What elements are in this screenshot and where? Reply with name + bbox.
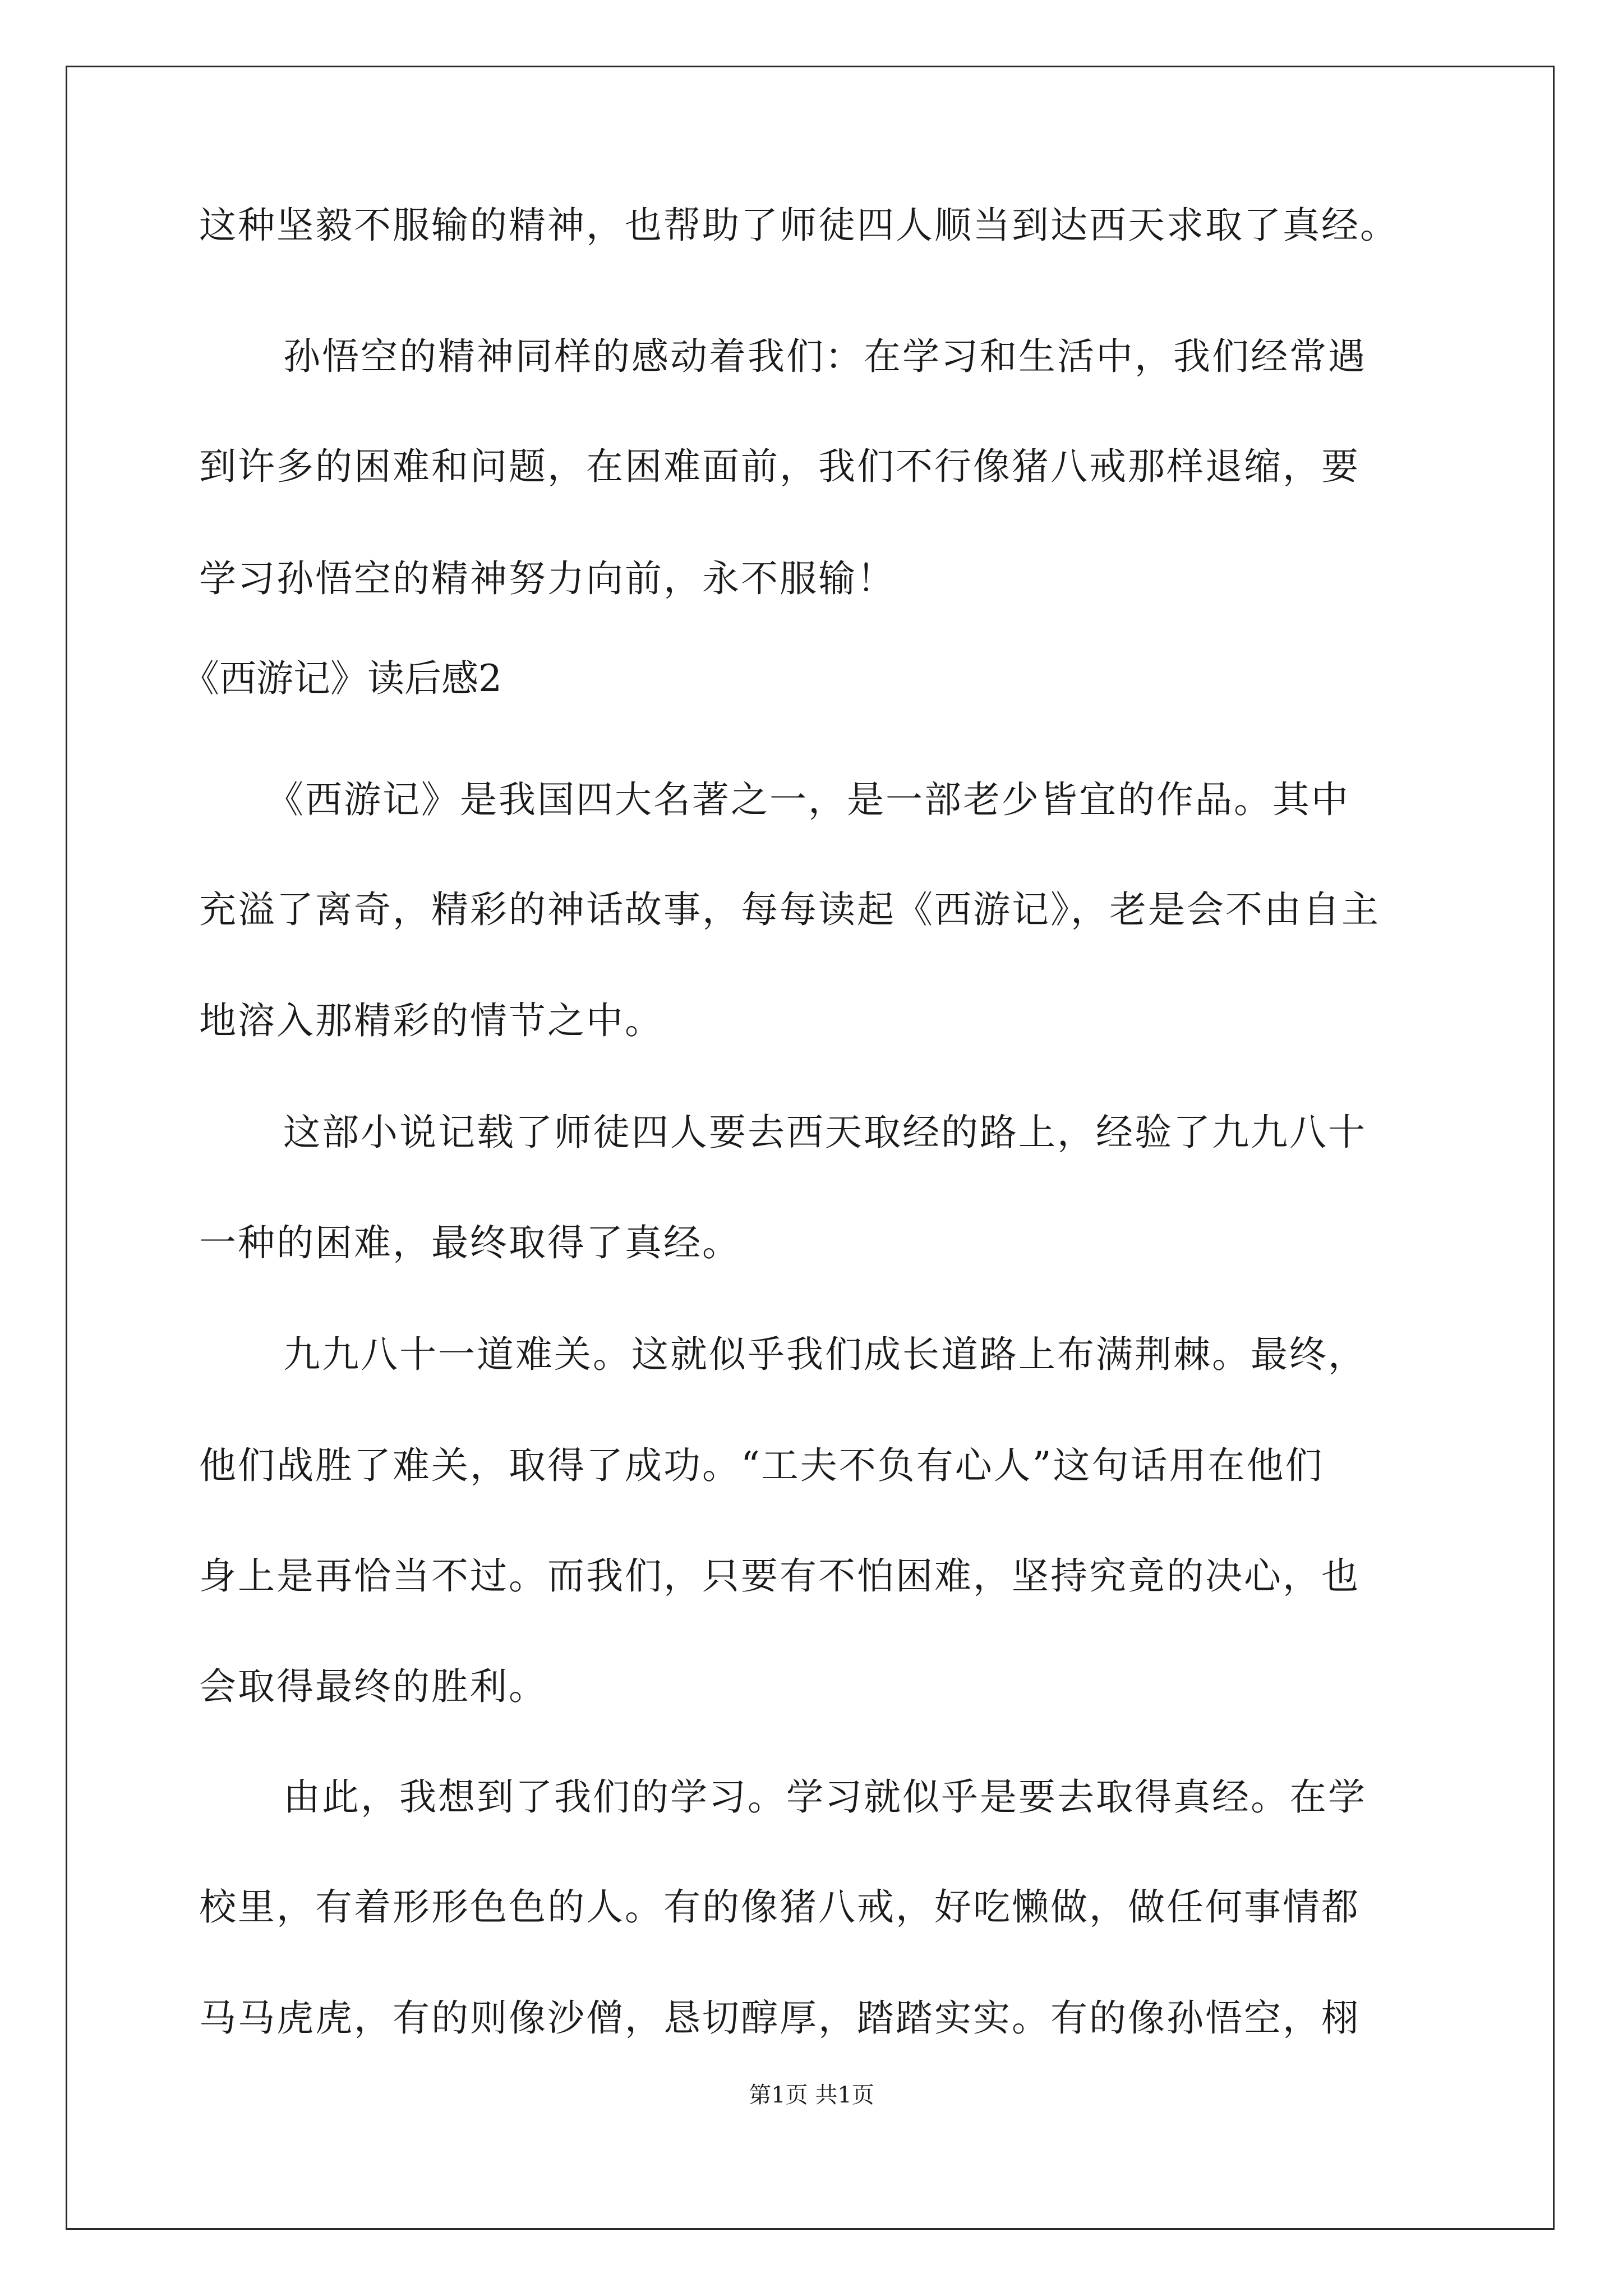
- paragraph-line: 孙悟空的精神同样的感动着我们：在学习和生活中，我们经常遇: [283, 335, 1367, 378]
- paragraph-line: 由此，我想到了我们的学习。学习就似乎是要去取得真经。在学: [283, 1775, 1367, 1819]
- text-line: 他们战胜了难关，取得了成功。“工夫不负有心人”这句话用在他们: [199, 1444, 1324, 1487]
- page-footer: 第1页 共1页: [749, 2082, 874, 2108]
- text-line: 马马虎虎，有的则像沙僧，恳切醇厚，踏踏实实。有的像孙悟空，栩: [199, 1996, 1360, 2040]
- text-line: 身上是再恰当不过。而我们，只要有不怕困难，坚持究竟的决心，也: [199, 1554, 1360, 1598]
- paragraph-line: 这部小说记载了师徒四人要去西天取经的路上，经验了九九八十: [283, 1111, 1367, 1154]
- text-line: 会取得最终的胜利。: [199, 1665, 547, 1708]
- paragraph-line: 《西游记》是我国四大名著之一，是一部老少皆宜的作品。其中: [266, 778, 1350, 821]
- text-line: 学习孙悟空的精神努力向前，永不服输！: [199, 557, 896, 600]
- text-line: 校里，有着形形色色的人。有的像猪八戒，好吃懒做，做任何事情都: [199, 1885, 1360, 1929]
- paragraph-line: 九九八十一道难关。这就似乎我们成长道路上布满荆棘。最终，: [283, 1333, 1367, 1376]
- text-line: 到许多的困难和问题，在困难面前，我们不行像猪八戒那样退缩，要: [199, 445, 1360, 488]
- section-heading: 《西游记》读后感2: [182, 657, 502, 700]
- text-line: 地溶入那精彩的情节之中。: [199, 999, 663, 1042]
- text-line: 充溢了离奇，精彩的神话故事，每每读起《西游记》，老是会不由自主: [199, 888, 1380, 931]
- text-line-continuation: 这种坚毅不服输的精神，也帮助了师徒四人顺当到达西天求取了真经。: [199, 204, 1399, 247]
- text-line: 一种的困难，最终取得了真经。: [199, 1221, 741, 1264]
